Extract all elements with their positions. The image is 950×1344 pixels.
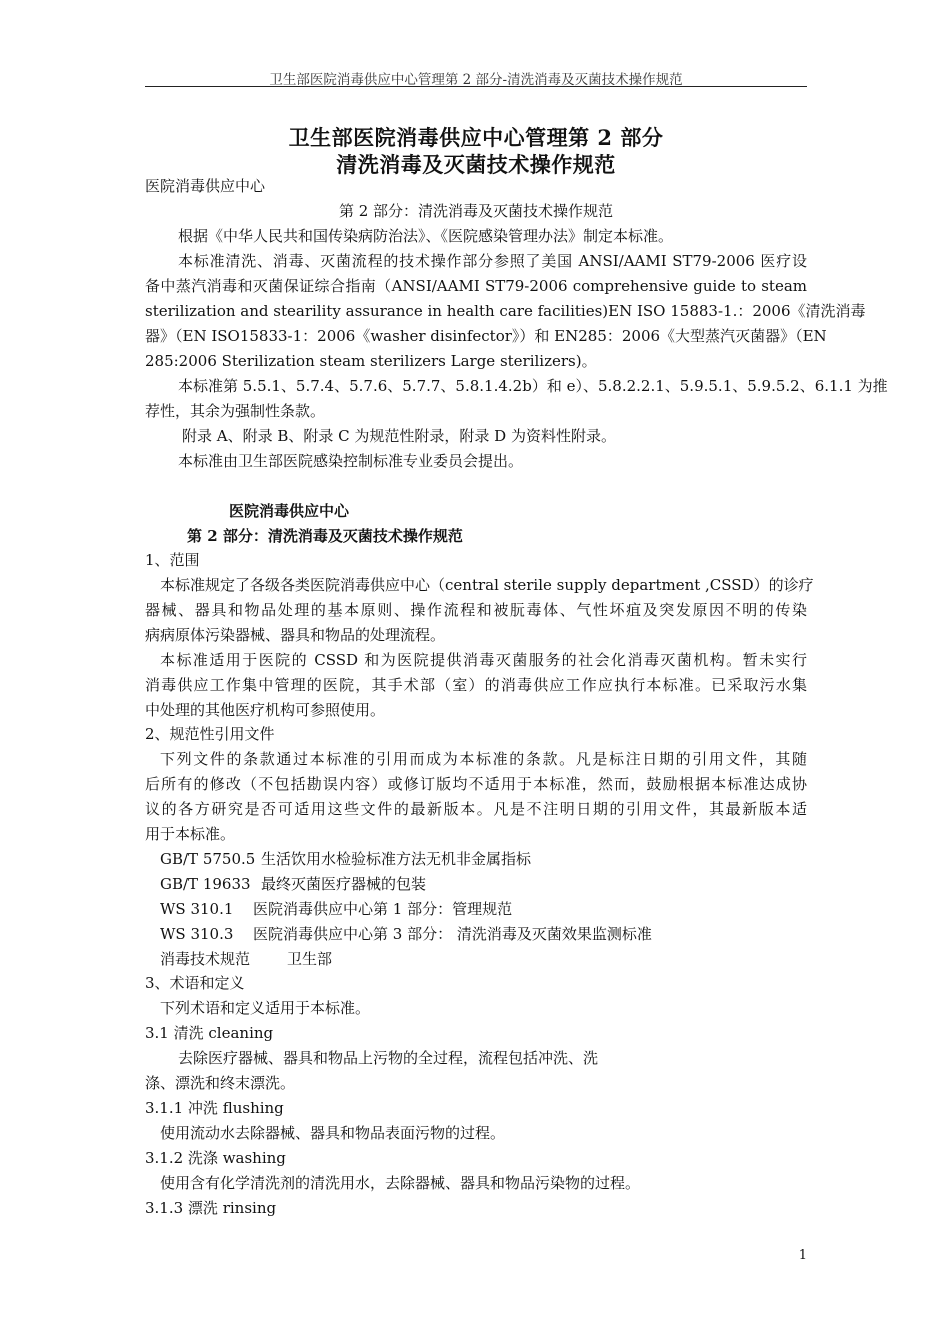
- section-1-text: 本标准适用于医院的 CSSD 和为医院提供消毒灭菌服务的社会化消毒灭菌机构。暂未实行: [160, 651, 807, 669]
- preface-p3-line: 本标准第 5.5.1、5.7.4、5.7.6、5.7.7、5.8.1.4.2b）和 e）、5.8.2.2.1、5.9.5.1、5.9.5.2、6.1.1 为推: [178, 377, 888, 395]
- preface-p5: 本标准由卫生部医院感染控制标准专业委员会提出。: [178, 452, 524, 470]
- section-2-text: 后所有的修改（不包括勘误内容）或修订版均不适用于本标准，然而，鼓励根据本标准达成协: [145, 775, 807, 793]
- reference-title: 最终灭菌医疗器械的包装: [261, 875, 427, 893]
- section-1-text: 本标准规定了各级各类医院消毒供应中心（central sterile supply department ,CSSD）的诊疗: [160, 576, 814, 594]
- preface-org: 医院消毒供应中心: [145, 177, 266, 195]
- section-1-heading: 1、范围: [145, 551, 200, 569]
- reference-item: [160, 897, 822, 921]
- running-header: 卫生部医院消毒供应中心管理第 2 部分-清洗消毒及灭菌技术操作规范: [269, 72, 683, 88]
- preface-p2-line: 器》（EN ISO15833-1：2006《washer disinfector》）和 EN285：2006《大型蒸汽灭菌器》（EN: [145, 327, 827, 345]
- term-heading: 3.1 清洗 cleaning: [145, 1024, 274, 1042]
- header-rule: [145, 86, 807, 87]
- section-2-text: 下列文件的条款通过本标准的引用而成为本标准的条款。凡是标注日期的引用文件，其随: [160, 750, 807, 768]
- reference-code: GB/T 19633: [160, 875, 251, 893]
- section-3-intro: 下列术语和定义适用于本标准。: [160, 999, 371, 1017]
- term-definition: 使用含有化学清洗剂的清洗用水，去除器械、器具和物品污染物的过程。: [160, 1174, 641, 1192]
- reference-title: 生活饮用水检验标准方法无机非金属指标: [261, 850, 532, 868]
- preface-p4: 附录 A、附录 B、附录 C 为规范性附录，附录 D 为资料性附录。: [182, 427, 616, 445]
- section-1-text: 器械、器具和物品处理的基本原则、操作流程和被朊毒体、气性坏疽及突发原因不明的传染: [145, 601, 807, 619]
- doc-title-line1: 卫生部医院消毒供应中心管理第 2 部分: [288, 125, 664, 150]
- preface-part: 第 2 部分：清洗消毒及灭菌技术操作规范: [338, 202, 614, 220]
- reference-item: [160, 947, 822, 971]
- section-2-text: 议的各方研究是否可适用这些文件的最新版本。凡是不注明日期的引用文件，其最新版本适: [145, 800, 807, 818]
- preface-p2-line: sterilization and stearility assurance in health care facilities)EN ISO 15883-1.：2006《清洗消毒: [145, 302, 866, 320]
- section-2-heading: 2、规范性引用文件: [145, 725, 275, 743]
- reference-code: 消毒技术规范: [160, 950, 251, 968]
- preface-p1: 根据《中华人民共和国传染病防治法》、《医院感染管理办法》制定本标准。: [178, 227, 674, 245]
- body-org-heading: 医院消毒供应中心: [229, 502, 350, 520]
- reference-title: 医院消毒供应中心第 1 部分：管理规范: [253, 900, 513, 918]
- term-heading: 3.1.1 冲洗 flushing: [145, 1099, 284, 1117]
- reference-code: GB/T 5750.5: [160, 850, 256, 868]
- body-part-heading: 第 2 部分：清洗消毒及灭菌技术操作规范: [187, 527, 463, 545]
- page-number: 1: [798, 1248, 807, 1263]
- section-1-text: 消毒供应工作集中管理的医院，其手术部（室）的消毒供应工作应执行本标准。已采取污水集: [145, 676, 807, 694]
- reference-item: [160, 872, 822, 896]
- section-3-heading: 3、术语和定义: [145, 974, 245, 992]
- reference-title: 卫生部: [287, 950, 333, 968]
- term-heading: 3.1.2 洗涤 washing: [145, 1149, 286, 1167]
- reference-code: WS 310.1: [160, 900, 234, 918]
- section-1-text: 病病原体污染器械、器具和物品的处理流程。: [145, 626, 446, 644]
- section-2-text: 用于本标准。: [145, 825, 236, 843]
- doc-title-line2: 清洗消毒及灭菌技术操作规范: [336, 152, 616, 177]
- reference-item: [160, 847, 822, 871]
- preface-p2-line: 本标准清洗、消毒、灭菌流程的技术操作部分参照了美国 ANSI/AAMI ST79-2006 医疗设: [178, 252, 807, 270]
- term-definition: 涤、漂洗和终末漂洗。: [145, 1074, 296, 1092]
- term-definition: 使用流动水去除器械、器具和物品表面污物的过程。: [160, 1124, 506, 1142]
- preface-p2-line: 备中蒸汽消毒和灭菌保证综合指南（ANSI/AAMI ST79-2006 comprehensive guide to steam: [145, 277, 807, 295]
- preface-p3-line: 荐性，其余为强制性条款。: [145, 402, 326, 420]
- term-heading: 3.1.3 漂洗 rinsing: [145, 1199, 277, 1217]
- reference-item: [160, 922, 822, 946]
- reference-title: 医院消毒供应中心第 3 部分： 清洗消毒及灭菌效果监测标准: [253, 925, 652, 943]
- reference-code: WS 310.3: [160, 925, 234, 943]
- preface-p2-line: 285:2006 Sterilization steam sterilizers Large sterilizers)。: [145, 352, 597, 370]
- term-definition: 去除医疗器械、器具和物品上污物的全过程，流程包括冲洗、洗: [178, 1049, 599, 1067]
- section-1-text: 中处理的其他医疗机构可参照使用。: [145, 701, 386, 719]
